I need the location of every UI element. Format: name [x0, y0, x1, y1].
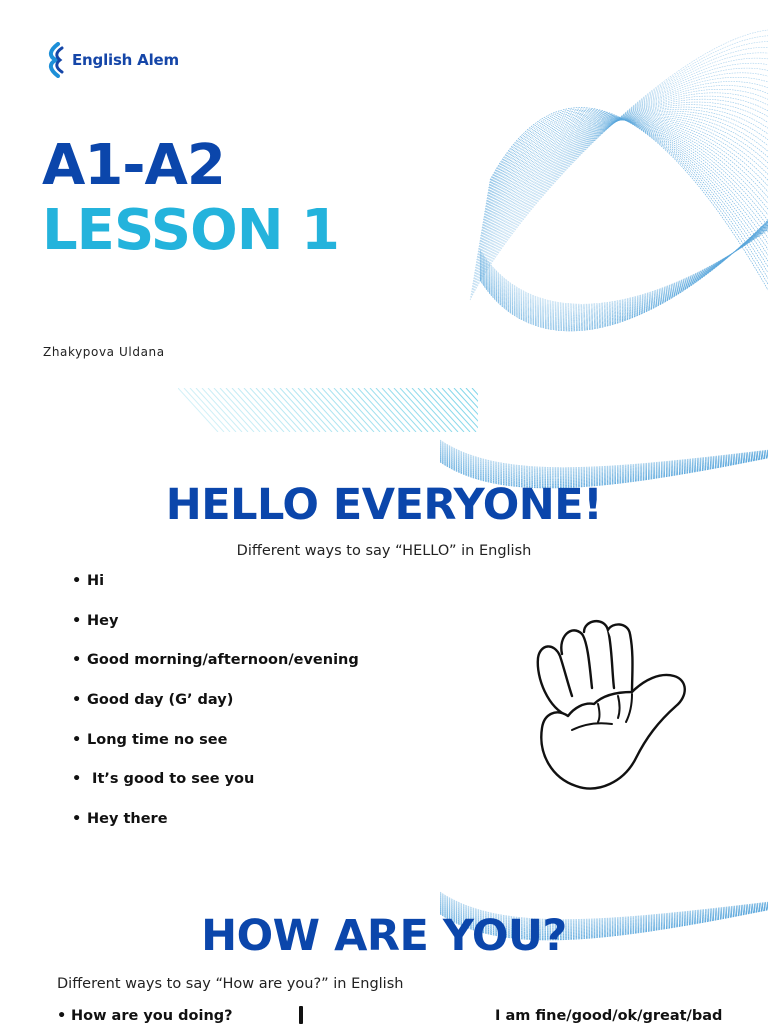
bullet: •: [72, 731, 82, 748]
bullet: •: [72, 811, 82, 828]
question-item: [57, 1008, 233, 1024]
logo: [44, 42, 179, 78]
bullet: •: [72, 692, 82, 709]
bullet: •: [72, 771, 82, 788]
slide-heading: HELLO EVERYONE!: [165, 480, 603, 530]
bullet: •: [72, 652, 82, 669]
list-item: [72, 730, 359, 770]
greeting-list: [72, 571, 359, 849]
wave-decoration: [440, 0, 768, 370]
list-item-text: It’s good to see you: [87, 771, 255, 788]
bullet: •: [72, 612, 82, 629]
waving-hand-icon: [528, 618, 692, 796]
answer-text: I am fine/good/ok/great/bad: [495, 1008, 723, 1024]
slide-subheading: Different ways to say “HELLO” in English: [236, 543, 532, 559]
slide-subheading: Different ways to say “How are you?” in English: [57, 976, 404, 992]
hello-slide: [0, 432, 768, 864]
list-item-text: Good morning/afternoon/evening: [87, 652, 359, 669]
list-item: [72, 690, 359, 730]
list-item-text: Long time no see: [87, 731, 228, 748]
title-slide: [0, 0, 768, 432]
list-item-text: Hey there: [87, 811, 168, 828]
bullet: •: [57, 1008, 67, 1024]
english-alem-logo-icon: [44, 42, 66, 78]
list-item: [72, 650, 359, 690]
question-text: How are you doing?: [71, 1008, 233, 1024]
hatch-decoration: [178, 388, 478, 432]
course-level: A1-A2: [42, 133, 225, 198]
list-item: [72, 611, 359, 651]
slide-heading: HOW ARE YOU?: [201, 911, 567, 961]
how-are-you-slide: [0, 864, 768, 1024]
list-item-text: Hi: [87, 573, 105, 589]
divider: [299, 1006, 303, 1024]
list-item: [72, 809, 359, 849]
list-item: [72, 571, 359, 611]
lesson-title: LESSON 1: [42, 198, 340, 263]
logo-text: English Alem: [72, 51, 179, 69]
list-item-text: Good day (G’ day): [87, 692, 234, 709]
bullet: •: [72, 573, 82, 589]
list-item-text: Hey: [87, 612, 119, 629]
list-item: [72, 769, 359, 809]
author-name: Zhakypova Uldana: [43, 345, 165, 359]
